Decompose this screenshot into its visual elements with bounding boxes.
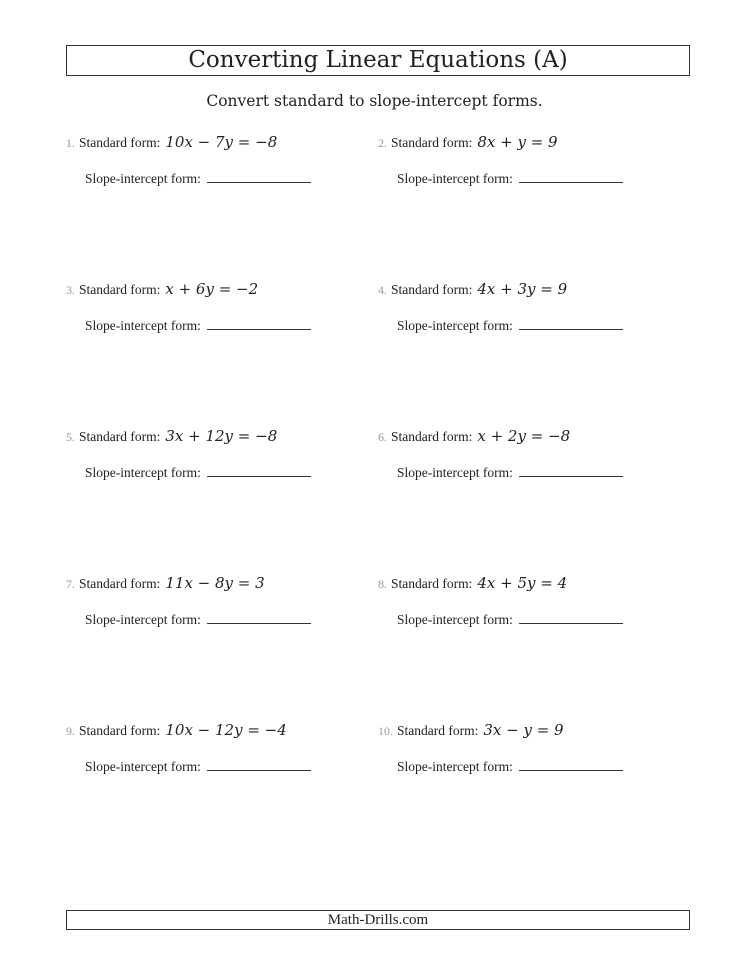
problem-number: 4. bbox=[378, 283, 387, 297]
standard-form-line bbox=[66, 427, 277, 445]
standard-form-line bbox=[378, 574, 567, 592]
standard-form-equation: x + 2y = −8 bbox=[477, 427, 571, 445]
answer-blank[interactable] bbox=[207, 756, 311, 771]
answer-blank[interactable] bbox=[519, 462, 623, 477]
slope-intercept-line bbox=[85, 609, 311, 628]
standard-form-label: Standard form: bbox=[391, 576, 473, 591]
slope-intercept-label: Slope-intercept form: bbox=[85, 171, 201, 186]
problem-number: 7. bbox=[66, 577, 75, 591]
slope-intercept-label: Slope-intercept form: bbox=[85, 612, 201, 627]
answer-blank[interactable] bbox=[207, 168, 311, 183]
problem-number: 2. bbox=[378, 136, 387, 150]
answer-blank[interactable] bbox=[207, 462, 311, 477]
slope-intercept-label: Slope-intercept form: bbox=[397, 465, 513, 480]
standard-form-line bbox=[378, 280, 567, 298]
slope-intercept-line bbox=[85, 756, 311, 775]
problem-8 bbox=[378, 574, 678, 634]
problem-1 bbox=[66, 133, 366, 193]
standard-form-equation: 8x + y = 9 bbox=[477, 133, 558, 151]
standard-form-equation: 4x + 3y = 9 bbox=[477, 280, 568, 298]
slope-intercept-line bbox=[85, 315, 311, 334]
footer: Math-Drills.com bbox=[66, 910, 690, 930]
standard-form-equation: 4x + 5y = 4 bbox=[477, 574, 568, 592]
answer-blank[interactable] bbox=[207, 315, 311, 330]
problem-number: 8. bbox=[378, 577, 387, 591]
slope-intercept-line bbox=[397, 756, 623, 775]
standard-form-label: Standard form: bbox=[391, 429, 473, 444]
slope-intercept-line bbox=[397, 168, 623, 187]
problem-7 bbox=[66, 574, 366, 634]
standard-form-line bbox=[378, 427, 570, 445]
standard-form-equation: 10x − 12y = −4 bbox=[165, 721, 287, 739]
standard-form-label: Standard form: bbox=[79, 135, 161, 150]
slope-intercept-line bbox=[397, 315, 623, 334]
answer-blank[interactable] bbox=[519, 315, 623, 330]
slope-intercept-label: Slope-intercept form: bbox=[397, 759, 513, 774]
problem-4 bbox=[378, 280, 678, 340]
instructions: Convert standard to slope-intercept forms. bbox=[206, 92, 543, 110]
standard-form-label: Standard form: bbox=[79, 723, 161, 738]
problem-6 bbox=[378, 427, 678, 487]
standard-form-equation: x + 6y = −2 bbox=[165, 280, 259, 298]
slope-intercept-label: Slope-intercept form: bbox=[85, 465, 201, 480]
slope-intercept-label: Slope-intercept form: bbox=[397, 318, 513, 333]
problem-number: 5. bbox=[66, 430, 75, 444]
problem-9 bbox=[66, 721, 366, 781]
slope-intercept-label: Slope-intercept form: bbox=[85, 759, 201, 774]
problem-number: 10. bbox=[378, 724, 393, 738]
standard-form-line bbox=[66, 721, 287, 739]
standard-form-label: Standard form: bbox=[79, 576, 161, 591]
standard-form-label: Standard form: bbox=[391, 135, 473, 150]
standard-form-label: Standard form: bbox=[391, 282, 473, 297]
worksheet-title: Converting Linear Equations (A) bbox=[66, 45, 690, 76]
problem-number: 9. bbox=[66, 724, 75, 738]
answer-blank[interactable] bbox=[207, 609, 311, 624]
standard-form-equation: 11x − 8y = 3 bbox=[165, 574, 265, 592]
problem-number: 6. bbox=[378, 430, 387, 444]
answer-blank[interactable] bbox=[519, 609, 623, 624]
standard-form-line bbox=[66, 574, 265, 592]
standard-form-label: Standard form: bbox=[79, 429, 161, 444]
problem-number: 3. bbox=[66, 283, 75, 297]
slope-intercept-line bbox=[397, 609, 623, 628]
standard-form-line bbox=[66, 133, 277, 151]
standard-form-equation: 10x − 7y = −8 bbox=[165, 133, 278, 151]
standard-form-equation: 3x − y = 9 bbox=[483, 721, 564, 739]
problem-3 bbox=[66, 280, 366, 340]
problem-number: 1. bbox=[66, 136, 75, 150]
standard-form-equation: 3x + 12y = −8 bbox=[165, 427, 278, 445]
slope-intercept-line bbox=[397, 462, 623, 481]
answer-blank[interactable] bbox=[519, 168, 623, 183]
standard-form-line bbox=[66, 280, 258, 298]
standard-form-line bbox=[378, 721, 564, 739]
answer-blank[interactable] bbox=[519, 756, 623, 771]
standard-form-label: Standard form: bbox=[79, 282, 161, 297]
slope-intercept-label: Slope-intercept form: bbox=[397, 612, 513, 627]
problem-5 bbox=[66, 427, 366, 487]
standard-form-label: Standard form: bbox=[397, 723, 479, 738]
slope-intercept-line bbox=[85, 462, 311, 481]
slope-intercept-label: Slope-intercept form: bbox=[85, 318, 201, 333]
standard-form-line bbox=[378, 133, 558, 151]
slope-intercept-label: Slope-intercept form: bbox=[397, 171, 513, 186]
problem-10 bbox=[378, 721, 678, 781]
slope-intercept-line bbox=[85, 168, 311, 187]
problem-2 bbox=[378, 133, 678, 193]
